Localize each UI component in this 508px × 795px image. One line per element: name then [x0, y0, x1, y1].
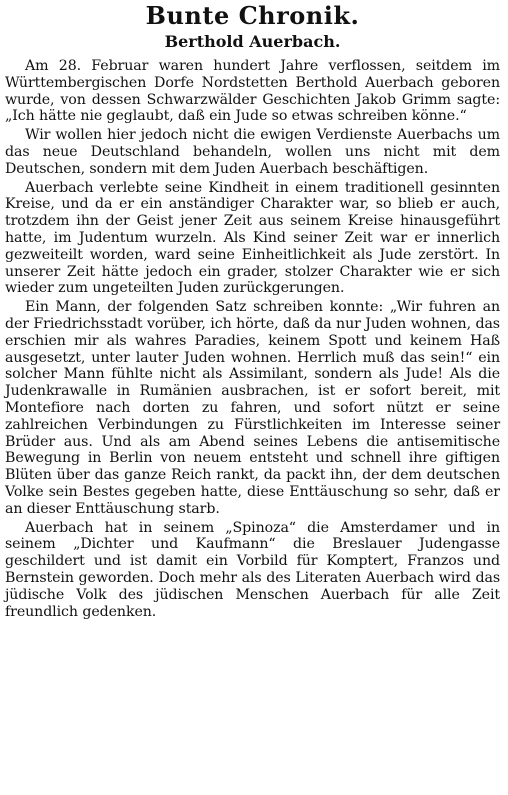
article-paragraph: Wir wollen hier jedoch nicht die ewigen Verdienste Auerbachs um das neue Deutschland behandeln, wollen uns nicht mit dem Deutschen, sondern mit dem Juden Auerbach beschäftigen. — [5, 127, 500, 177]
article-subtitle: Berthold Auerbach. — [164, 32, 341, 51]
article-paragraph: Ein Mann, der folgenden Satz schreiben konnte: „Wir fuhren an der Friedrichsstadt vorüber, ich hörte, daß da nur Juden wohnen, das erschien mir als wahres Paradies, keinem Spott und keinem Haß ausgesetzt, unter lauter Juden wohnen. Herrlich muß das sein!“ ein solcher Mann fühlte nicht als Assimilant, sondern als Jude! Als die Judenkrawalle in Rumänien ausbrachen, ist er sofort bereit, mit Montefiore nach dorten zu fahren, und sofort nützt er seine zahlreichen Verbindungen zu Fürstlichkeiten im Interesse seiner Brüder aus. Und als am Abend seines Lebens die antisemitische Bewegung in Berlin von neuem entsteht und schnell ihre giftigen Blüten über das ganze Reich rankt, da packt ihn, der dem deutschen Volke sein Bestes gegeben hatte, diese Enttäuschung so sehr, daß er an dieser Enttäuschung starb. — [5, 299, 500, 517]
article-paragraph: Am 28. Februar waren hundert Jahre verflossen, seitdem im Württembergischen Dorfe Nordstetten Berthold Auerbach geboren wurde, von dessen Schwarzwälder Geschichten Jakob Grimm sagte: „Ich hätte nie geglaubt, daß ein Jude so etwas schreiben könne.“ — [5, 58, 500, 125]
article-title: Bunte Chronik. — [145, 1, 360, 30]
article-paragraph: Auerbach hat in seinem „Spinoza“ die Amsterdamer und in seinem „Dichter und Kaufmann“ die Breslauer Judengasse geschildert und ist damit ein Vorbild für Komptert, Franzos und Bernstein geworden. Doch mehr als des Literaten Auerbach wird das jüdische Volk des jüdischen Menschen Auerbach für alle Zeit freundlich gedenken. — [5, 519, 500, 620]
article-body — [5, 58, 500, 620]
article-paragraph: Auerbach verlebte seine Kindheit in einem traditionell gesinnten Kreise, und da er ein anständiger Charakter war, so blieb er auch, trotzdem ihn der Geist jener Zeit aus seinem Kreise hinausgeführt hatte, im Judentum wurzeln. Als Kind seiner Zeit war er innerlich gezweiteilt worden, ward seine Einheitlichkeit als Jude zerstört. In unserer Zeit hätte jedoch ein grader, stolzer Charakter wie er sich wieder zum ungeteilten Juden zurückgerungen. — [5, 179, 500, 297]
